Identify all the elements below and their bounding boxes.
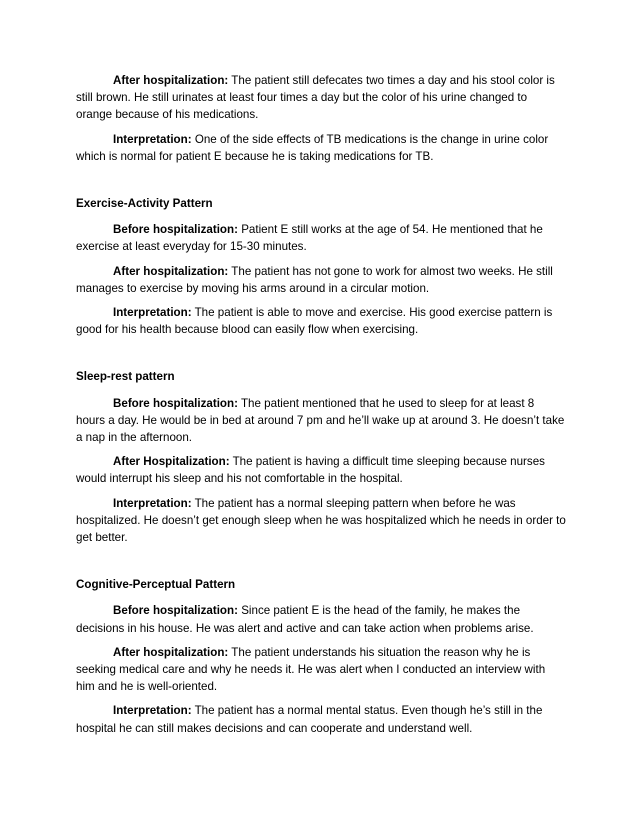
paragraph-label: Interpretation: [113,306,192,320]
paragraph-text: The patient is able to move and exercise. His good exercise pattern is good for his health because blood can easily flow when exercising. [76,306,553,337]
paragraph-text: The patient mentioned that he used to sleep for at least 8 hours a day. He would be in bed at around 7 pm and he’ll wake up at around 3. He doesn’t take a nap in the afternoon. [76,396,565,445]
paragraph-text: The patient has a normal sleeping pattern when before he was hospitalized. He doesn’t get enough sleep when he was hospitalized which he needs in order to get better. [76,496,566,545]
paragraph-text: One of the side effects of TB medications is the change in urine color which is normal for patient E because he is taking medications for TB. [76,132,549,163]
paragraph-interpretation [76,304,566,338]
paragraph-label: After Hospitalization: [113,455,230,469]
paragraph-text: The patient understands his situation the reason why he is seeking medical care and why he needs it. He was alert when I conducted an interview with him and he is well-oriented. [76,645,546,694]
paragraph-text: The patient has a normal mental status. Even though he’s still in the hospital he can still makes decisions and can cooperate and understand well. [76,704,543,735]
paragraph-label: Interpretation: [113,704,192,718]
section-sleep-rest [76,368,566,546]
paragraph-label: After hospitalization: [113,264,229,278]
paragraph-text: The patient has not gone to work for almost two weeks. He still manages to exercise by moving his arms around in a circular motion. [76,264,553,295]
paragraph-before-hospitalization [76,395,566,447]
section-heading: Cognitive-Perceptual Pattern [76,578,236,592]
paragraph-after-hospitalization [76,644,566,696]
paragraph-text: Since patient E is the head of the family, he makes the decisions in his house. He was alert and active and can take action when problems arise. [76,604,534,635]
paragraph-label: Before hospitalization: [113,396,238,410]
intro-section [76,72,566,165]
paragraph-text: Patient E still works at the age of 54. He mentioned that he exercise at least everyday for 15-30 minutes. [76,223,543,254]
paragraph-label: Interpretation: [113,132,192,146]
paragraph-label: Interpretation: [113,496,192,510]
paragraph-label: Before hospitalization: [113,223,238,237]
paragraph-label: Before hospitalization: [113,604,238,618]
paragraph-after-hospitalization [76,453,566,487]
paragraph-text: The patient still defecates two times a day and his stool color is still brown. He still urinates at least four times a day but the color of his urine changed to orange because of his medications. [76,74,555,122]
paragraph-interpretation [76,131,566,165]
section-cognitive-perceptual [76,576,566,737]
paragraph-text: The patient is having a difficult time sleeping because nurses would interrupt his sleep and his not comfortable in the hospital. [76,455,545,486]
paragraph-after-hospitalization [76,72,566,124]
paragraph-after-hospitalization [76,263,566,297]
paragraph-before-hospitalization [76,221,566,255]
section-heading: Sleep-rest pattern [76,370,175,384]
paragraph-label: After hospitalization: [113,74,229,87]
paragraph-interpretation [76,495,566,547]
paragraph-label: After hospitalization: [113,645,229,659]
paragraph-before-hospitalization [76,602,566,636]
section-heading: Exercise-Activity Pattern [76,197,213,211]
paragraph-interpretation [76,702,566,736]
section-exercise-activity [76,195,566,338]
